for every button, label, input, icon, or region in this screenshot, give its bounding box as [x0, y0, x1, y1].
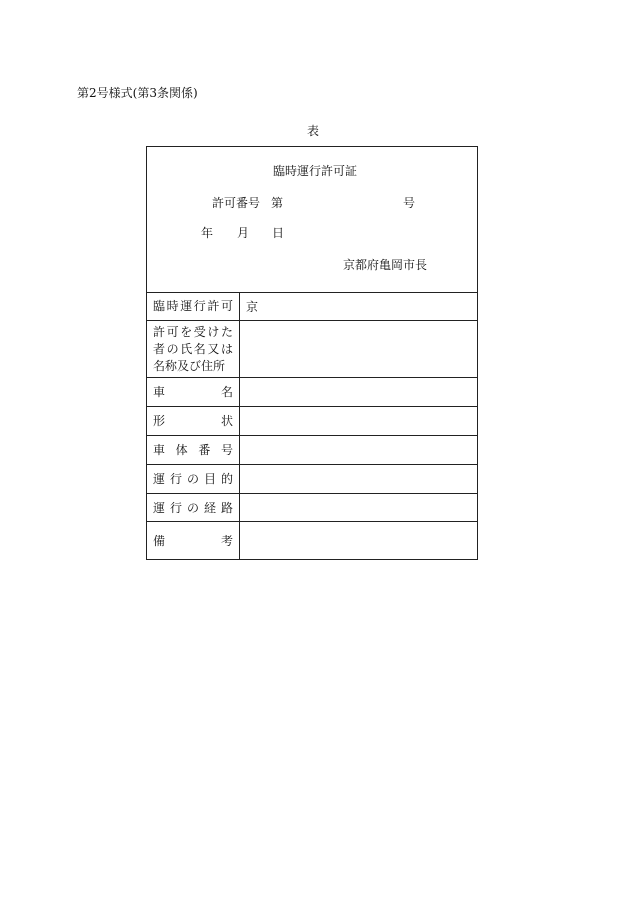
form-number-heading: 第2号様式(第3条関係)	[77, 86, 198, 100]
row-value-cell	[240, 407, 477, 435]
row-value-cell	[240, 292, 477, 320]
row-value-cell	[240, 321, 477, 377]
row-label-cell	[147, 292, 240, 320]
row-label-cell	[147, 407, 240, 435]
row-value-cell	[240, 465, 477, 493]
row-label: 車名	[153, 385, 233, 399]
permit-number-prefix: 第	[271, 196, 284, 210]
row-value: 京	[246, 299, 259, 314]
row-label: 備考	[153, 533, 233, 548]
row-value-cell	[240, 436, 477, 464]
table-row-vehicle-name	[147, 378, 477, 407]
table-row-temporary-permit	[147, 292, 477, 321]
table-row-shape	[147, 407, 477, 436]
row-label-cell	[147, 378, 240, 406]
row-label-cell	[147, 494, 240, 521]
row-label: 運行の目的	[153, 472, 233, 486]
row-label-cell	[147, 465, 240, 493]
row-value-cell	[240, 378, 477, 406]
permit-form-table	[146, 146, 478, 560]
table-row-permit-holder	[147, 321, 477, 378]
permit-number-suffix: 号	[403, 196, 416, 210]
table-row-remarks	[147, 522, 477, 559]
row-label: 運行の経路	[153, 500, 233, 515]
certificate-title: 臨時運行許可証	[273, 164, 358, 178]
table-row-route	[147, 494, 477, 522]
row-label: 車体番号	[153, 443, 233, 457]
row-value-cell	[240, 522, 477, 559]
date-day-label: 日	[272, 226, 285, 240]
row-label: 形状	[153, 414, 233, 428]
row-value-cell	[240, 494, 477, 521]
row-label-cell	[147, 436, 240, 464]
date-year-label: 年	[201, 226, 214, 240]
date-month-label: 月	[237, 226, 250, 240]
row-label-cell	[147, 321, 240, 377]
row-label: 許可を受けた者の氏名又は名称及び住所	[153, 324, 233, 373]
permit-number-label: 許可番号	[212, 196, 261, 210]
front-side-label: 表	[307, 124, 320, 138]
issuer-name: 京都府亀岡市長	[343, 258, 428, 272]
row-label: 臨時運行許可	[153, 299, 233, 313]
table-row-chassis-number	[147, 436, 477, 465]
row-label-cell	[147, 522, 240, 559]
table-row-purpose	[147, 465, 477, 494]
certificate-header	[147, 147, 477, 293]
